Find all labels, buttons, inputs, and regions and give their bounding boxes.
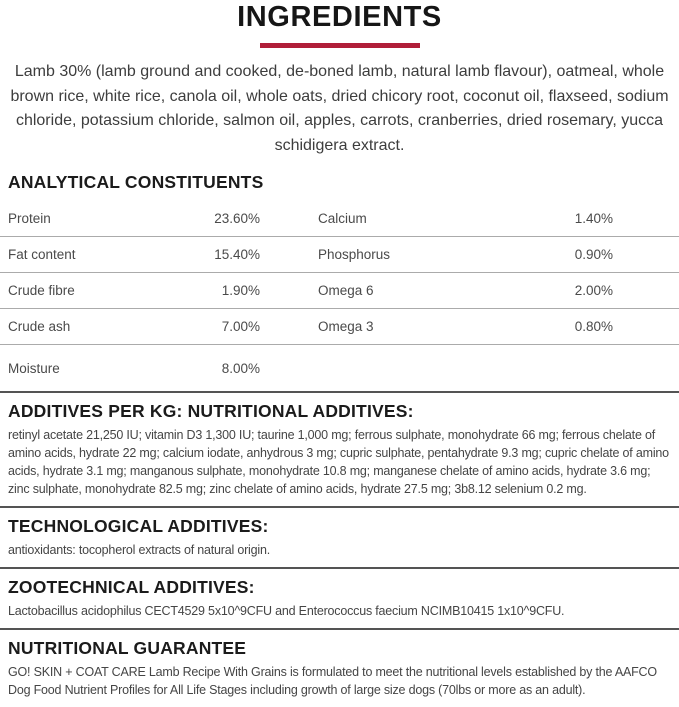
analyte-value: 0.80%	[574, 319, 613, 334]
analyte-label: Crude ash	[8, 319, 71, 334]
table-row-right-pair	[318, 283, 613, 298]
title-accent-underline	[260, 43, 420, 48]
table-row	[0, 201, 679, 237]
analyte-label: Omega 6	[318, 283, 374, 298]
section-zootechnical-additives	[0, 567, 679, 628]
table-row	[0, 273, 679, 309]
section-body: antioxidants: tocopherol extracts of natural origin.	[8, 543, 270, 557]
table-row-right-pair	[318, 319, 613, 334]
table-row	[0, 309, 679, 345]
table-row-left-pair	[8, 211, 260, 226]
section-body: Lactobacillus acidophilus CECT4529 5x10^9CFU and Enterococcus faecium NCIMB10415 1x10^9CFU.	[8, 604, 565, 618]
analyte-value: 1.40%	[574, 211, 613, 226]
analyte-label: Calcium	[318, 211, 367, 226]
analyte-value: 7.00%	[221, 319, 260, 334]
analytical-constituents-table	[0, 201, 679, 391]
table-row-left-pair	[8, 247, 260, 262]
analyte-label: Crude fibre	[8, 283, 75, 298]
section-nutritional-additives	[0, 391, 679, 506]
analyte-label: Phosphorus	[318, 247, 391, 262]
analyte-label: Fat content	[8, 247, 76, 262]
section-heading: TECHNOLOGICAL ADDITIVES:	[8, 516, 269, 536]
analyte-label: Omega 3	[318, 319, 374, 334]
section-heading: ADDITIVES PER KG: NUTRITIONAL ADDITIVES:	[8, 401, 414, 421]
section-technological-additives	[0, 506, 679, 567]
table-row-left-pair	[8, 283, 260, 298]
ingredients-paragraph: Lamb 30% (lamb ground and cooked, de-boned lamb, natural lamb flavour), oatmeal, whole brown rice, white rice, canola oil, whole oats, dried chicory root, coconut oil, flaxseed, sodium chloride, potassium chloride, salmon oil, apples, carrots, cranberries, dried rosemary, yucca schidigera extract.	[10, 63, 669, 154]
analyte-value: 23.60%	[214, 211, 260, 226]
analytical-constituents-heading: ANALYTICAL CONSTITUENTS	[8, 172, 264, 192]
analyte-label: Protein	[8, 211, 51, 226]
table-row-right-pair	[318, 211, 613, 226]
section-heading: NUTRITIONAL GUARANTEE	[8, 638, 247, 658]
analyte-value: 0.90%	[574, 247, 613, 262]
table-row-left-pair	[8, 361, 260, 376]
analyte-value: 15.40%	[214, 247, 260, 262]
section-body: GO! SKIN + COAT CARE Lamb Recipe With Grains is formulated to meet the nutritional levels established by the AAFCO Dog Food Nutrient Profiles for All Life Stages including growth of large size dogs (70lbs or more as an adult).	[8, 665, 657, 697]
analyte-value: 2.00%	[574, 283, 613, 298]
section-nutritional-guarantee	[0, 628, 679, 707]
section-body: retinyl acetate 21,250 IU; vitamin D3 1,300 IU; taurine 1,000 mg; ferrous sulphate, monohydrate 66 mg; ferrous chelate of amino acids, hydrate 22 mg; calcium iodate, anhydrous 3 mg; cupric sulphate, pentahydrate 9.3 mg; cupric chelate of amino acids, hydrate 3.1 mg; manganous sulphate, monohydrate 10.8 mg; manganese chelate of amino acids, hydrate 3.6 mg; zinc sulphate, monohydrate 82.5 mg; zinc chelate of amino acids, hydrate 27.5 mg; 3b8.12 selenium 0.2 mg.	[8, 428, 669, 496]
analyte-value: 1.90%	[221, 283, 260, 298]
analyte-value: 8.00%	[221, 360, 260, 376]
section-heading: ZOOTECHNICAL ADDITIVES:	[8, 577, 255, 597]
ingredients-label	[0, 2, 679, 707]
page-title: INGREDIENTS	[237, 1, 442, 33]
table-row	[0, 237, 679, 273]
analyte-label: Moisture	[8, 360, 60, 376]
table-row-right-pair	[318, 247, 613, 262]
table-row	[0, 345, 679, 391]
table-row-left-pair	[8, 319, 260, 334]
